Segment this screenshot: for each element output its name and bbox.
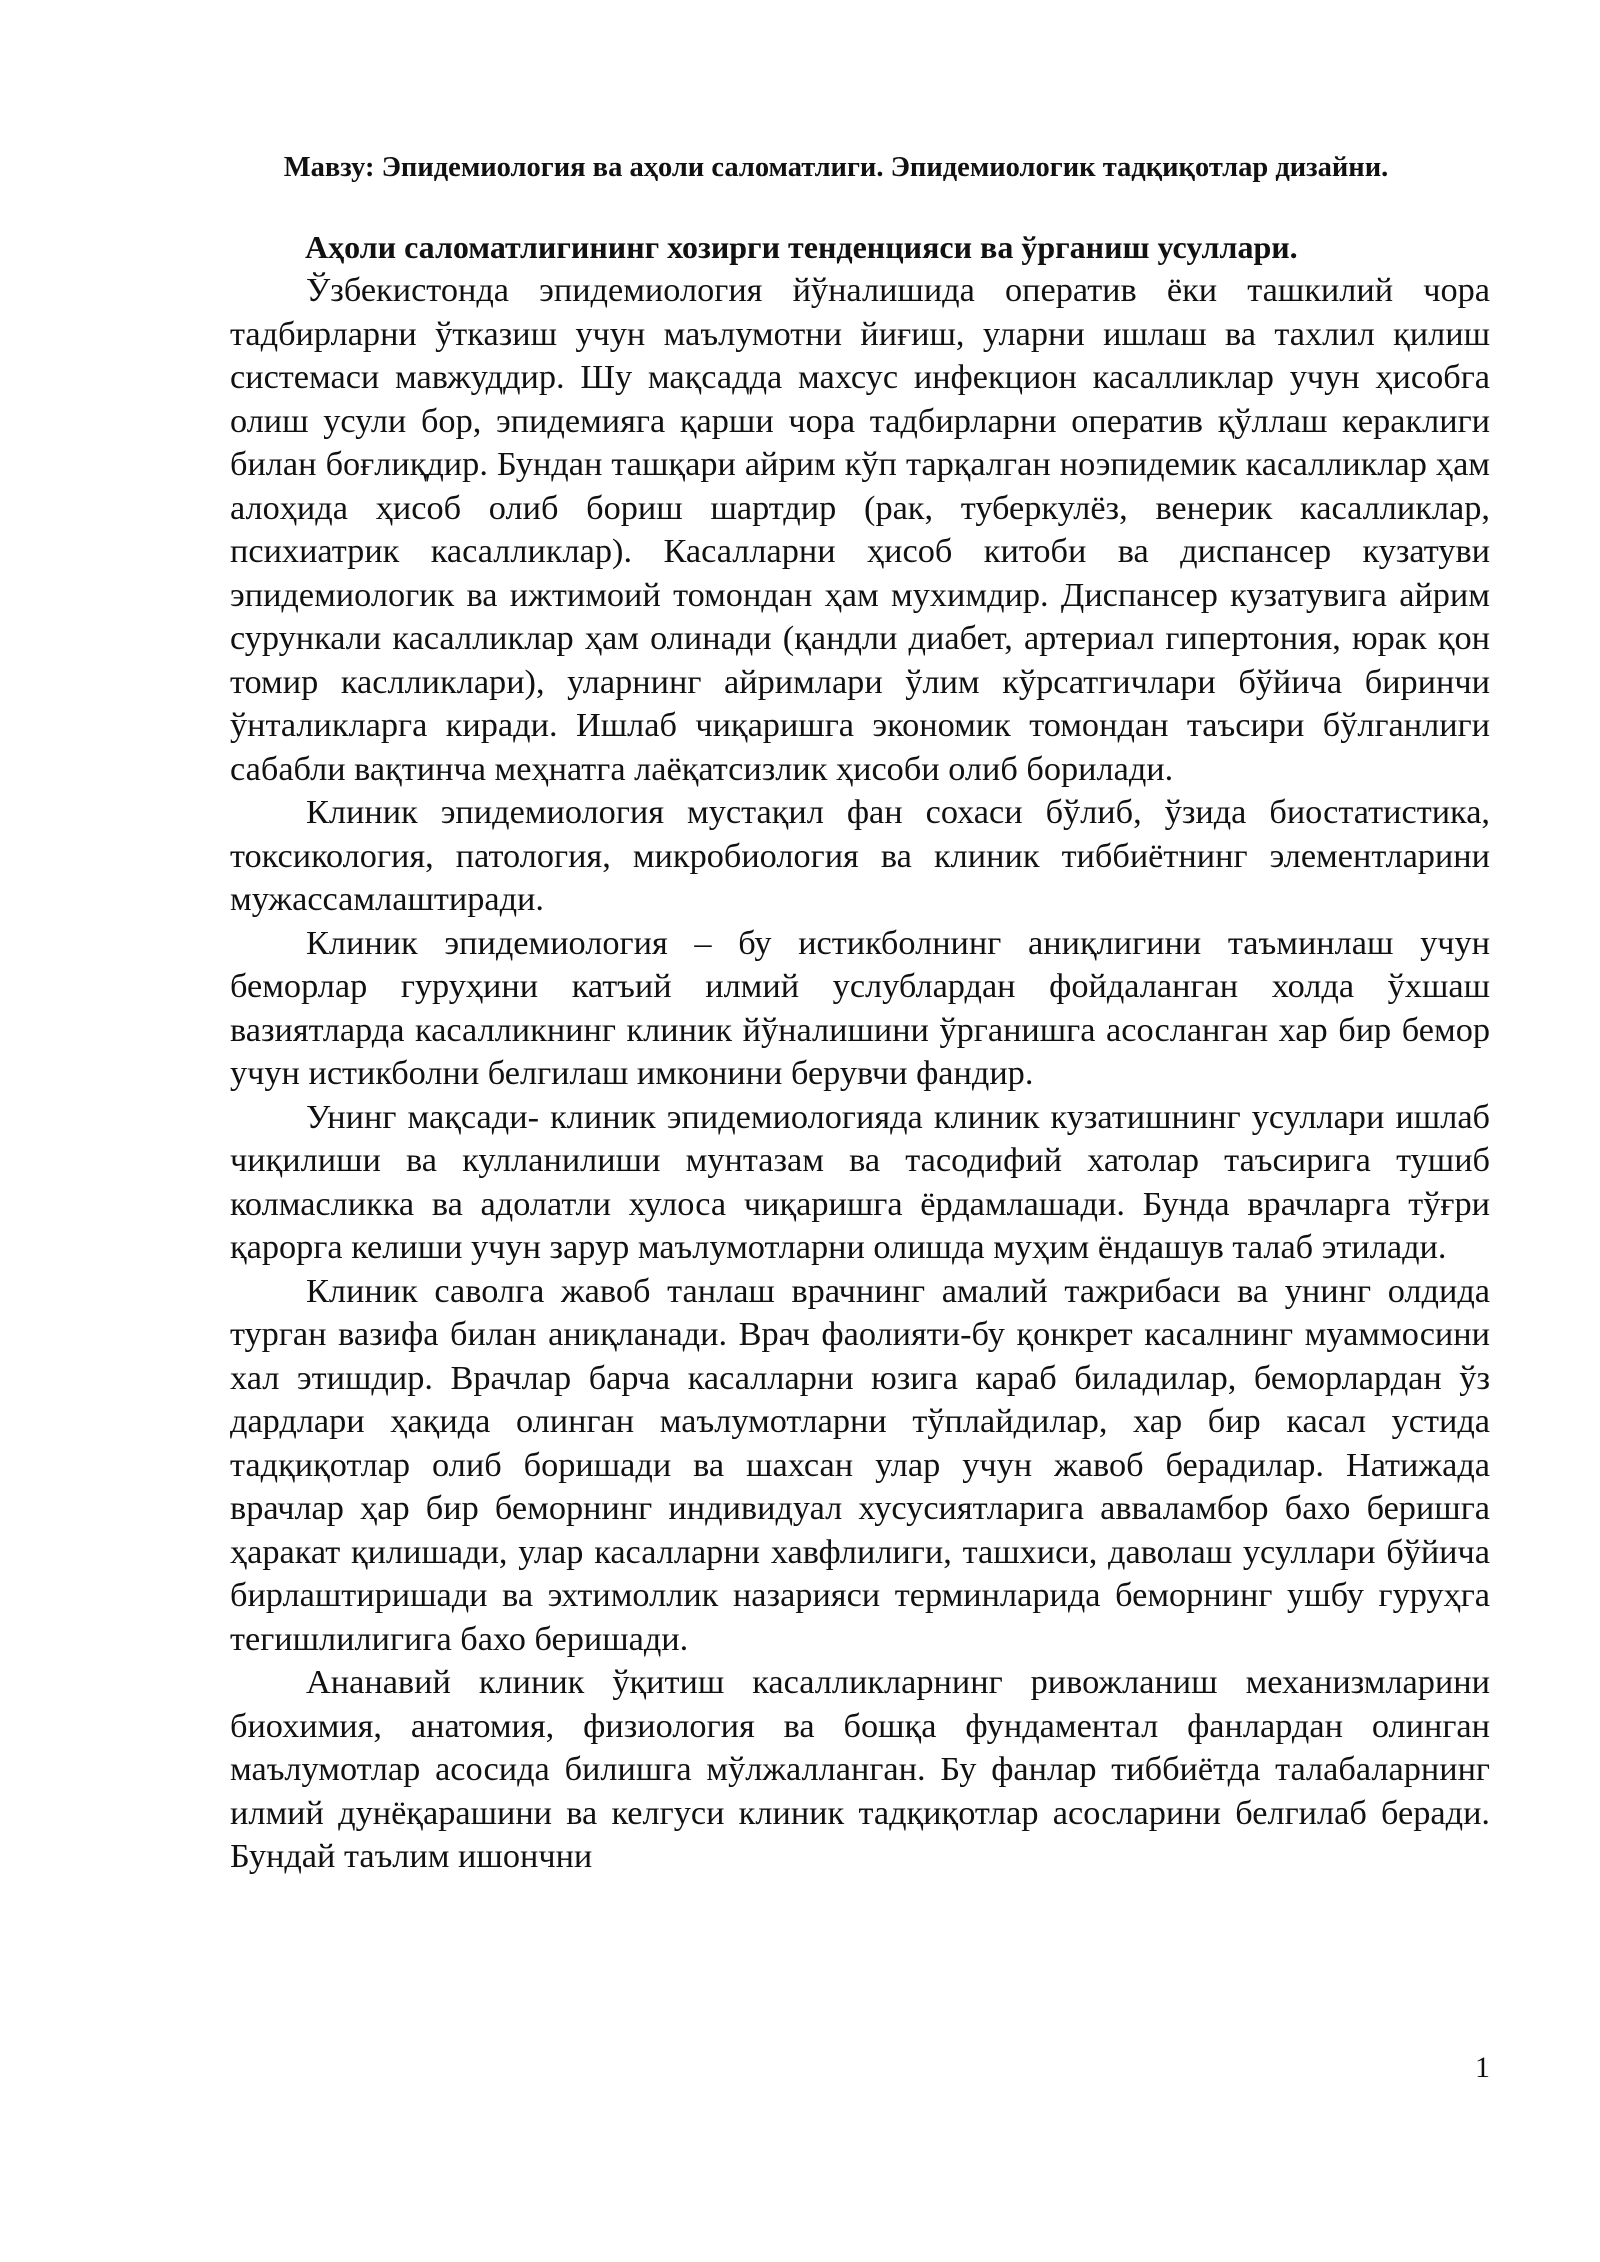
paragraph-1: Ўзбекистонда эпидемиология йўналишида оператив ёки ташкилий чора тадбирларни ўтказиш учун маълумотни йиғиш, уларни ишлаш ва тахлил қилиш системаси мавжуддир. Шу мақсадда махсус инфекцион касалликлар учун ҳисобга олиш усули бор, эпидемияга қарши чора тадбирларни оператив қўллаш кераклиги билан боғлиқдир. Бундан ташқари айрим кўп тарқалган ноэпидемик касалликлар ҳам алоҳида ҳисоб олиб бориш шартдир (рак, туберкулёз, венерик касалликлар, психиатрик касалликлар). Касалларни ҳисоб китоби ва диспансер кузатуви эпидемиологик ва ижтимоий томондан ҳам мухимдир. Диспансер кузатувига айрим сурункали касалликлар ҳам олинади (қандли диабет, артериал гипертония, юрак қон томир каслликлари), уларнинг айримлари ўлим кўрсатгичлари бўйича биринчи ўнталикларга киради. Ишлаб чиқаришга экономик томондан таъсири бўлганлиги сабабли вақтинча меҳнатга лаёқатсизлик ҳисоби олиб борилади. — [230, 271, 1490, 788]
paragraph-2: Клиник эпидемиология мустақил фан сохаси бўлиб, ўзида биостатистика, токсикология, патология, микробиология ва клиник тиббиётнинг элементларини мужассамлаштиради. — [230, 793, 1490, 918]
paragraph-4: Унинг мақсади- клиник эпидемиологияда клиник кузатишнинг усуллари ишлаб чиқилиши ва кулланилиши мунтазам ва тасодифий хатолар таъсирига тушиб колмасликка ва адолатли хулоса чиқаришга ёрдамлашади. Бунда врачларга тўғри қарорга келиши учун зарур маълумотларни олишда муҳим ёндашув талаб этилади. — [230, 1097, 1490, 1266]
paragraph-6: Ананавий клиник ўқитиш касалликларнинг ривожланиш механизмларини биохимия, анатомия, физиология ва бошқа фундаментал фанлардан олинган маълумотлар асосида билишга мўлжалланган. Бу фанлар тиббиётда талабаларнинг илмий дунёқарашини ва келгуси клиник тадқиқотлар асосларини белгилаб беради. Бундай таълим ишончни — [230, 1663, 1490, 1875]
paragraph-5: Клиник саволга жавоб танлаш врачнинг амалий тажрибаси ва унинг олдида турган вазифа билан аниқланади. Врач фаолияти-бу қонкрет касалнинг муаммосини хал этишдир. Врачлар барча касалларни юзига караб биладилар, беморлардан ўз дардлари ҳақида олинган маълумотларни тўплайдилар, хар бир касал устида тадқиқотлар олиб боришади ва шахсан улар учун жавоб берадилар. Натижада врачлар ҳар бир беморнинг индивидуал хусусиятларига авваламбор бахо беришга ҳаракат қилишади, улар касалларни хавфлилиги, ташхиси, даволаш усуллари бўйича бирлаштиришади ва эхтимоллик назарияси терминларида беморнинг ушбу гуруҳга тегишлилигига бахо беришади. — [230, 1271, 1490, 1658]
page-number: 1 — [1475, 2051, 1490, 2084]
document-body — [230, 269, 1490, 1879]
document-title: Мавзу: Эпидемиология ва аҳоли саломатлиги. Эпидемиологик тадқиқотлар дизайни. — [283, 152, 1389, 183]
document-subtitle: Аҳоли саломатлигининг хозирги тенденцияси ва ўрганиш усуллари. — [305, 229, 1298, 265]
paragraph-3: Клиник эпидемиология – бу истикболнинг аниқлигини таъминлаш учун беморлар гуруҳини катъий илмий услублардан фойдаланган холда ўхшаш вазиятларда касалликнинг клиник йўналишини ўрганишга асосланган хар бир бемор учун истикболни белгилаш имконини берувчи фандир. — [230, 923, 1490, 1092]
